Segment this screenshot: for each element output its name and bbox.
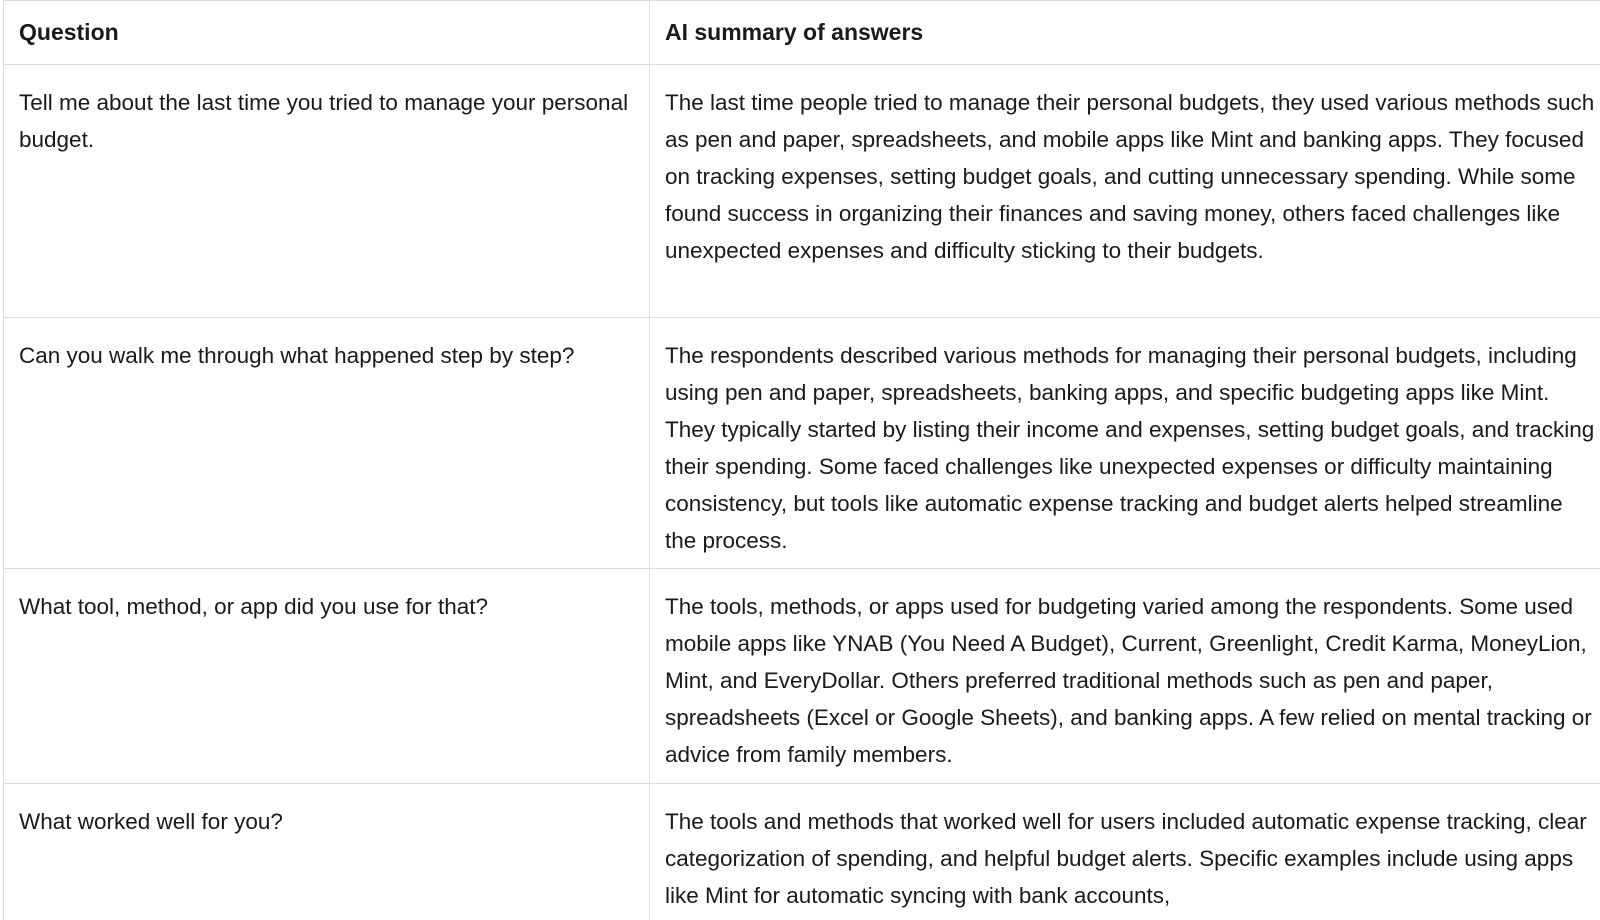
table-row xyxy=(4,318,1600,569)
question-cell: What tool, method, or app did you use for that? xyxy=(4,569,650,783)
column-header-question: Question xyxy=(4,1,650,64)
summary-cell: The tools and methods that worked well for users included automatic expense tracking, clear categorization of spending, and helpful budget alerts. Specific examples include using apps like Mint for automatic syncing with bank accounts, xyxy=(665,809,1587,908)
summary-cell: The tools, methods, or apps used for budgeting varied among the respondents. Some used mobile apps like YNAB (You Need A Budget), Current, Greenlight, Credit Karma, MoneyLion, Mint, and EveryDollar. Others preferred traditional methods such as pen and paper, spreadsheets (Excel or Google Sheets), and banking apps. A few relied on mental tracking or advice from family members. xyxy=(665,594,1592,767)
table-row xyxy=(4,569,1600,784)
table-row xyxy=(4,65,1600,318)
table-header-row xyxy=(4,1,1600,65)
question-cell: What worked well for you? xyxy=(4,784,650,920)
table-row xyxy=(4,784,1600,920)
column-header-ai-summary: AI summary of answers xyxy=(665,19,924,45)
summary-table xyxy=(3,0,1600,920)
summary-cell: The respondents described various methods for managing their personal budgets, including using pen and paper, spreadsheets, banking apps, and specific budgeting apps like Mint. They typically started by listing their income and expenses, setting budget goals, and tracking their spending. Some faced challenges like unexpected expenses or difficulty maintaining consistency, but tools like automatic expense tracking and budget alerts helped streamline the process. xyxy=(665,343,1595,553)
question-cell: Can you walk me through what happened step by step? xyxy=(4,318,650,568)
question-cell: Tell me about the last time you tried to manage your personal budget. xyxy=(4,65,650,317)
summary-cell: The last time people tried to manage their personal budgets, they used various methods such as pen and paper, spreadsheets, and mobile apps like Mint and banking apps. They focused on tracking expenses, setting budget goals, and cutting unnecessary spending. While some found success in organizing their finances and saving money, others faced challenges like unexpected expenses and difficulty sticking to their budgets. xyxy=(665,90,1595,263)
